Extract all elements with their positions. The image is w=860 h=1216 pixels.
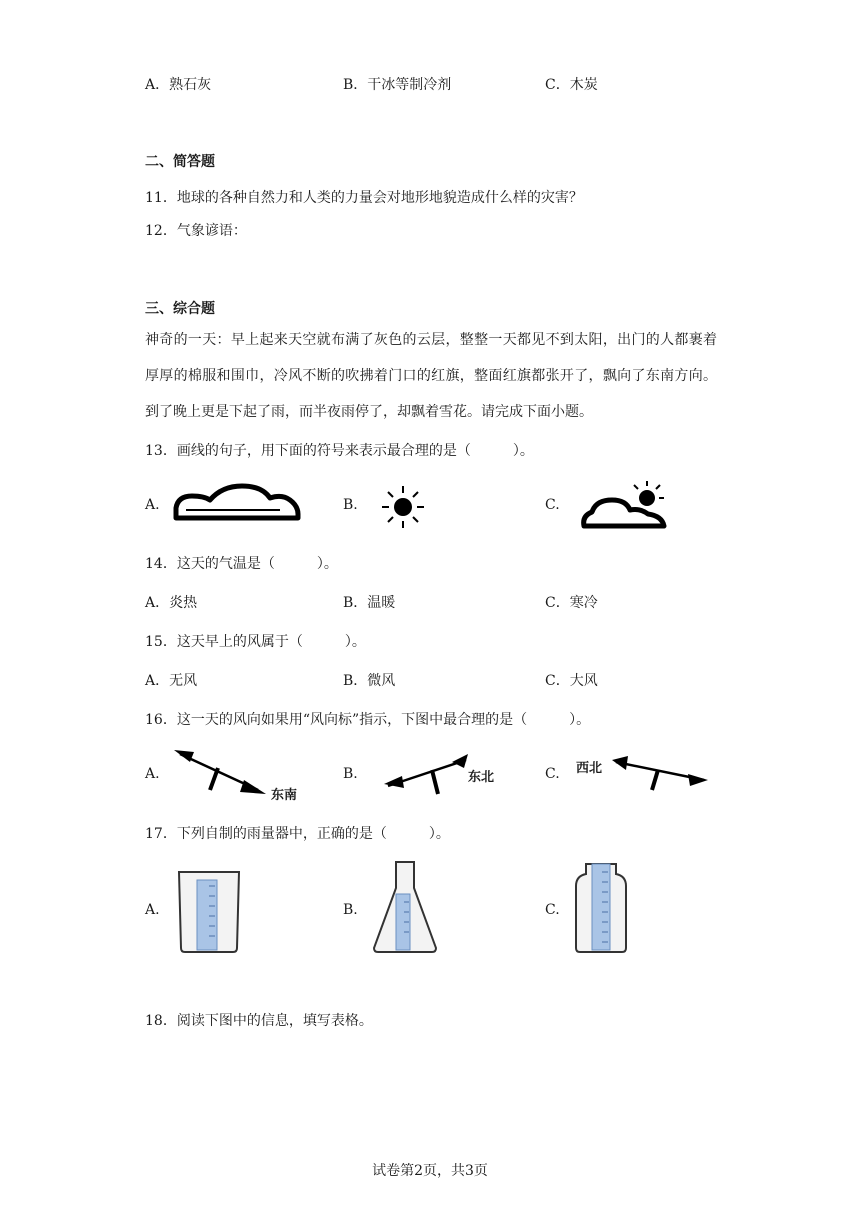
q10-option-c: C．木炭 <box>545 77 598 93</box>
q14-option-b: B．温暖 <box>343 595 396 611</box>
sun-symbol-icon <box>380 484 426 530</box>
wind-vane-b-icon <box>382 750 470 798</box>
reading-passage: 神奇的一天：早上起来天空就布满了灰色的云层，整整一天都见不到太阳，出门的人都裹着厚厚的棉服和围巾，冷风不断的吹拂着门口的红旗，整面红旗都张开了，飘向了东南方向。到了晚上更是下起了雨，而半夜雨停了，却飘着雪花。请完成下面小题。 <box>145 332 717 420</box>
q15-option-b: B．微风 <box>343 673 396 689</box>
wind-vane-a-icon <box>172 746 268 798</box>
q16-option-a-label: A. <box>145 766 160 782</box>
q17-option-a-label: A. <box>145 902 160 918</box>
flask-rain-gauge-icon <box>370 858 440 956</box>
q15-option-a: A．无风 <box>145 673 198 689</box>
q14-option-c: C．寒冷 <box>545 595 598 611</box>
q17-option-c-label: C. <box>545 902 560 918</box>
q16-option-c-label: C. <box>545 766 560 782</box>
wind-vane-a-direction: 东南 <box>271 788 298 803</box>
question-15-stem: 15．这天早上的风属于（ ）。 <box>145 634 366 650</box>
wind-vane-b-direction: 东北 <box>468 770 495 785</box>
q17-option-b-label: B. <box>343 902 358 918</box>
question-14-stem: 14．这天的气温是（ ）。 <box>145 556 338 572</box>
partly-cloudy-symbol-icon <box>578 478 670 532</box>
q10-option-a: A．熟石灰 <box>145 77 212 93</box>
question-12: 12．气象谚语： <box>145 223 247 239</box>
beaker-rain-gauge-icon <box>175 866 243 956</box>
question-13-stem: 13．画线的句子，用下面的符号来表示最合理的是（ ）。 <box>145 443 534 459</box>
question-18-stem: 18．阅读下图中的信息，填写表格。 <box>145 1013 373 1029</box>
question-17-stem: 17．下列自制的雨量器中，正确的是（ ）。 <box>145 826 450 842</box>
q16-option-b-label: B. <box>343 766 358 782</box>
section3-heading: 三、综合题 <box>145 301 215 317</box>
question-16-stem: 16．这一天的风向如果用“风向标”指示，下图中最合理的是（ ）。 <box>145 712 591 728</box>
q10-option-b: B．干冰等制冷剂 <box>343 77 452 93</box>
q13-option-a-label: A. <box>145 497 160 513</box>
q13-option-b-label: B. <box>343 497 358 513</box>
question-11: 11．地球的各种自然力和人类的力量会对地形地貌造成什么样的灾害？ <box>145 190 583 206</box>
q14-option-a: A．炎热 <box>145 595 198 611</box>
section2-heading: 二、简答题 <box>145 154 215 170</box>
bottle-rain-gauge-icon <box>572 860 630 956</box>
page-footer: 试卷第2页，共3页 <box>372 1163 488 1179</box>
wind-vane-c-icon <box>610 754 710 794</box>
wind-vane-c-direction: 西北 <box>576 761 603 776</box>
q13-option-c-label: C. <box>545 497 560 513</box>
q15-option-c: C．大风 <box>545 673 598 689</box>
cloud-symbol-icon <box>170 480 305 522</box>
